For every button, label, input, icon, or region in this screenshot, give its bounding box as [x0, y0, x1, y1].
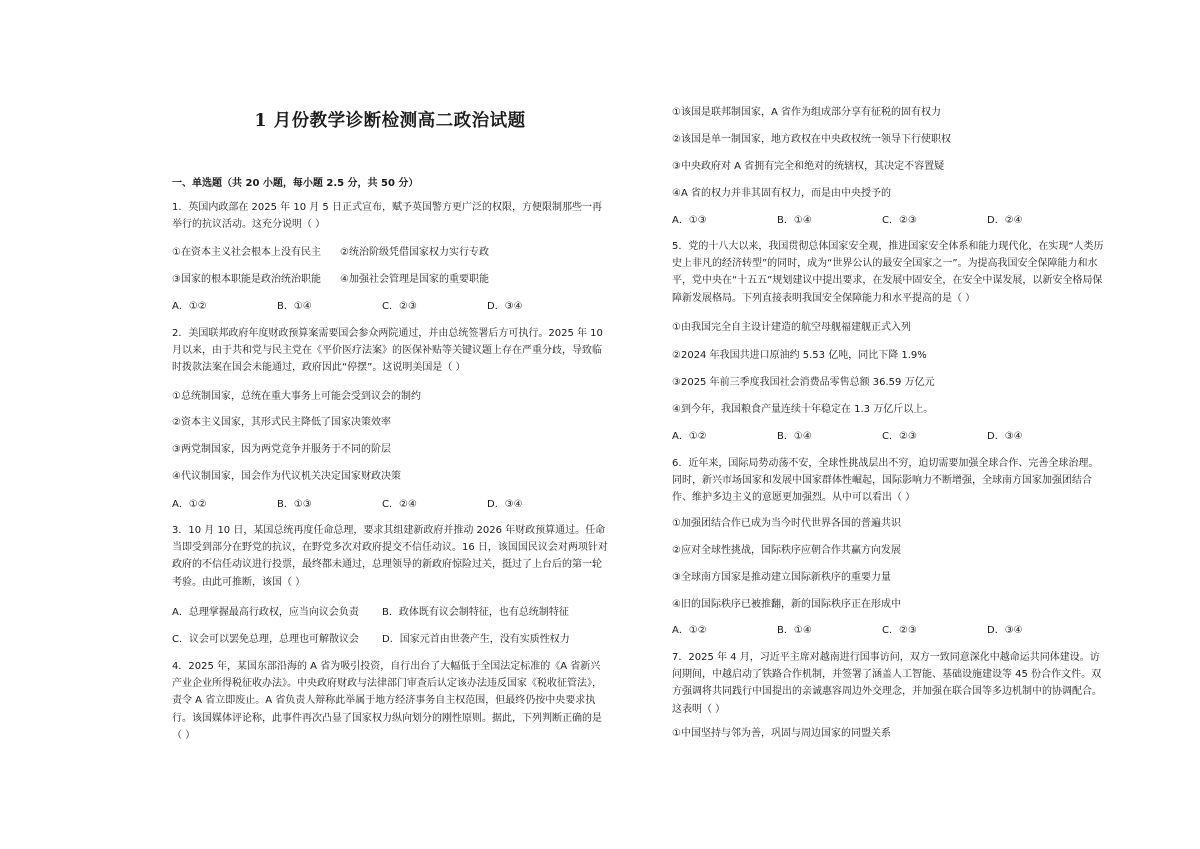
question-2-item-1: ①总统制国家，总统在重大事务上可能会受到议会的制约: [172, 391, 421, 402]
choice-d[interactable]: D．③④: [987, 431, 1023, 442]
question-5-item-1: ①由我国完全自主设计建造的航空母舰福建舰正式入列: [672, 322, 911, 333]
choice-a[interactable]: A．总理掌握最高行政权，应当向议会负责: [172, 607, 359, 618]
choice-c[interactable]: C．②③: [882, 215, 917, 226]
choice-d[interactable]: D．③④: [487, 301, 523, 312]
question-2-choices: [172, 496, 608, 514]
question-6-item-4: ④旧的国际秩序已被推翻，新的国际秩序正在形成中: [672, 599, 901, 610]
question-6-item-2: ②应对全球性挑战，国际秩序应朝合作共赢方向发展: [672, 545, 901, 556]
question-1-stem: 1．英国内政部在 2025 年 10 月 5 日正式宣布，赋予英国警方更广泛的权限，方便限制那些一再举行的抗议活动。这充分说明（ ）: [172, 202, 602, 231]
question-5-choices: [672, 428, 1108, 446]
choice-a[interactable]: A．①③: [672, 215, 707, 226]
choice-c[interactable]: C．②③: [382, 301, 417, 312]
question-2-item-4: ④代议制国家，国会作为代议机关决定国家财政决策: [172, 471, 401, 482]
question-5-item-4: ④到今年，我国粮食产量连续十年稳定在 1.3 万亿斤以上。: [672, 404, 934, 415]
choice-c[interactable]: C．②④: [382, 499, 417, 510]
question-4-stem: 4．2025 年，某国东部沿海的 A 省为吸引投资，自行出台了大幅低于全国法定标准的《A 省新兴产业企业所得税征收办法》。中央政府财政与法律部门审查后认定该办法违反国家《税收征管法》，责令 A 省立即废止。A 省负责人辩称此举属于地方经济事务自主权范围，但最终仍按中央要求执行。该国媒体评论称，此事件再次凸显了国家权力纵向划分的刚性原则。据此，下列判断正确的是（ ）: [172, 661, 602, 741]
question-2-item-3: ③两党制国家，因为两党竞争并服务于不同的阶层: [172, 444, 391, 455]
choice-d[interactable]: D．③④: [987, 625, 1023, 636]
choice-d[interactable]: D．③④: [487, 499, 523, 510]
question-4-item-4: ④A 省的权力并非其固有权力，而是由中央授予的: [672, 188, 891, 199]
question-1-item-2: ②统治阶级凭借国家权力实行专政: [340, 247, 489, 258]
choice-a[interactable]: A．①②: [672, 625, 707, 636]
choice-c[interactable]: C．议会可以罢免总理，总理也可解散议会: [172, 634, 359, 645]
question-4-item-2: ②该国是单一制国家，地方政权在中央政权统一领导下行使职权: [672, 134, 951, 145]
question-6-stem: 6．近年来，国际局势动荡不安，全球性挑战层出不穷，迫切需要加强全球合作、完善全球治理。同时，新兴市场国家和发展中国家群体性崛起，国际影响力不断增强，全球南方国家加强团结合作、维护多边主义的意愿更加强烈。从中可以看出（ ）: [672, 458, 1099, 504]
question-5-item-2: ②2024 年我国共进口原油约 5.53 亿吨，同比下降 1.9%: [672, 350, 927, 361]
question-1-item-3: ③国家的根本职能是政治统治职能: [172, 274, 321, 285]
question-7-stem: 7．2025 年 4 月，习近平主席对越南进行国事访问，双方一致同意深化中越命运共同体建设。访问期间，中越启动了铁路合作机制，并签署了涵盖人工智能、基础设施建设等 45 份合作文件。双方强调将共同践行中国提出的亲诚惠容周边外交理念，并加强在联合国等多边机制中的协调配合。这表明（ ）: [672, 652, 1102, 715]
question-6-item-3: ③全球南方国家是推动建立国际新秩序的重要力量: [672, 572, 891, 583]
choice-b[interactable]: B．政体既有议会制特征，也有总统制特征: [382, 607, 569, 618]
choice-c[interactable]: C．②③: [882, 431, 917, 442]
choice-c[interactable]: C．②③: [882, 625, 917, 636]
choice-a[interactable]: A．①②: [172, 301, 207, 312]
question-1-item-1: ①在资本主义社会根本上没有民主: [172, 247, 321, 258]
question-2-item-2: ②资本主义国家，其形式民主降低了国家决策效率: [172, 417, 391, 428]
question-5-stem: 5．党的十八大以来，我国贯彻总体国家安全观，推进国家安全体系和能力现代化，在实现“人类历史上非凡的经济转型”的同时，成为“世界公认的最安全国家之一”。为提高我国安全保障能力和水平，党中央在“十五五”规划建议中提出要求，在发展中固安全，在安全中谋发展，以新安全格局保障新发展格局。下列直接表明我国安全保障能力和水平提高的是（ ）: [672, 241, 1104, 304]
choice-b[interactable]: B．①④: [777, 625, 812, 636]
question-3-choices-row-2: [172, 631, 608, 649]
choice-d[interactable]: D．国家元首由世袭产生，没有实质性权力: [382, 634, 570, 645]
question-1-choices: [172, 298, 608, 316]
question-5-item-3: ③2025 年前三季度我国社会消费品零售总额 36.59 万亿元: [672, 377, 935, 388]
choice-d[interactable]: D．②④: [987, 215, 1023, 226]
question-3-choices-row-1: [172, 604, 608, 622]
question-7-item-1: ①中国坚持与邻为善，巩固与周边国家的同盟关系: [672, 728, 891, 739]
choice-b[interactable]: B．①④: [277, 301, 312, 312]
question-6-item-1: ①加强团结合作已成为当今时代世界各国的普遍共识: [672, 518, 901, 529]
choice-b[interactable]: B．①④: [777, 215, 812, 226]
page-title: 1 月份教学诊断检测高二政治试题: [254, 111, 526, 131]
question-6-choices: [672, 622, 1108, 640]
question-2-stem: 2．美国联邦政府年度财政预算案需要国会参众两院通过，并由总统签署后方可执行。2025 年 10 月以来，由于共和党与民主党在《平价医疗法案》的医保补贴等关键议题上存在严重分歧，导致临时拨款法案在国会未能通过，政府因此“停摆”。这说明美国是（ ）: [172, 328, 603, 374]
question-1-item-4: ④加强社会管理是国家的重要职能: [340, 274, 489, 285]
choice-a[interactable]: A．①②: [172, 499, 207, 510]
choice-b[interactable]: B．①④: [777, 431, 812, 442]
question-4-item-3: ③中央政府对 A 省拥有完全和绝对的统辖权，其决定不容置疑: [672, 161, 945, 172]
question-3-stem: 3．10 月 10 日，某国总统再度任命总理，要求其组建新政府并推动 2026 年财政预算通过。任命当即受到部分在野党的抗议，在野党多次对政府提交不信任动议。16 日，该国国民议会对两项针对政府的不信任动议进行投票，最终都未通过，总理领导的新政府惊险过关，挺过了上台后的第一轮考验。由此可推断，该国（ ）: [172, 525, 608, 588]
choice-a[interactable]: A．①②: [672, 431, 707, 442]
choice-b[interactable]: B．①③: [277, 499, 312, 510]
question-4-item-1: ①该国是联邦制国家，A 省作为组成部分享有征税的固有权力: [672, 107, 941, 118]
section-heading: 一、单选题（共 20 小题，每小题 2.5 分，共 50 分）: [172, 178, 419, 189]
question-4-choices: [672, 212, 1108, 230]
